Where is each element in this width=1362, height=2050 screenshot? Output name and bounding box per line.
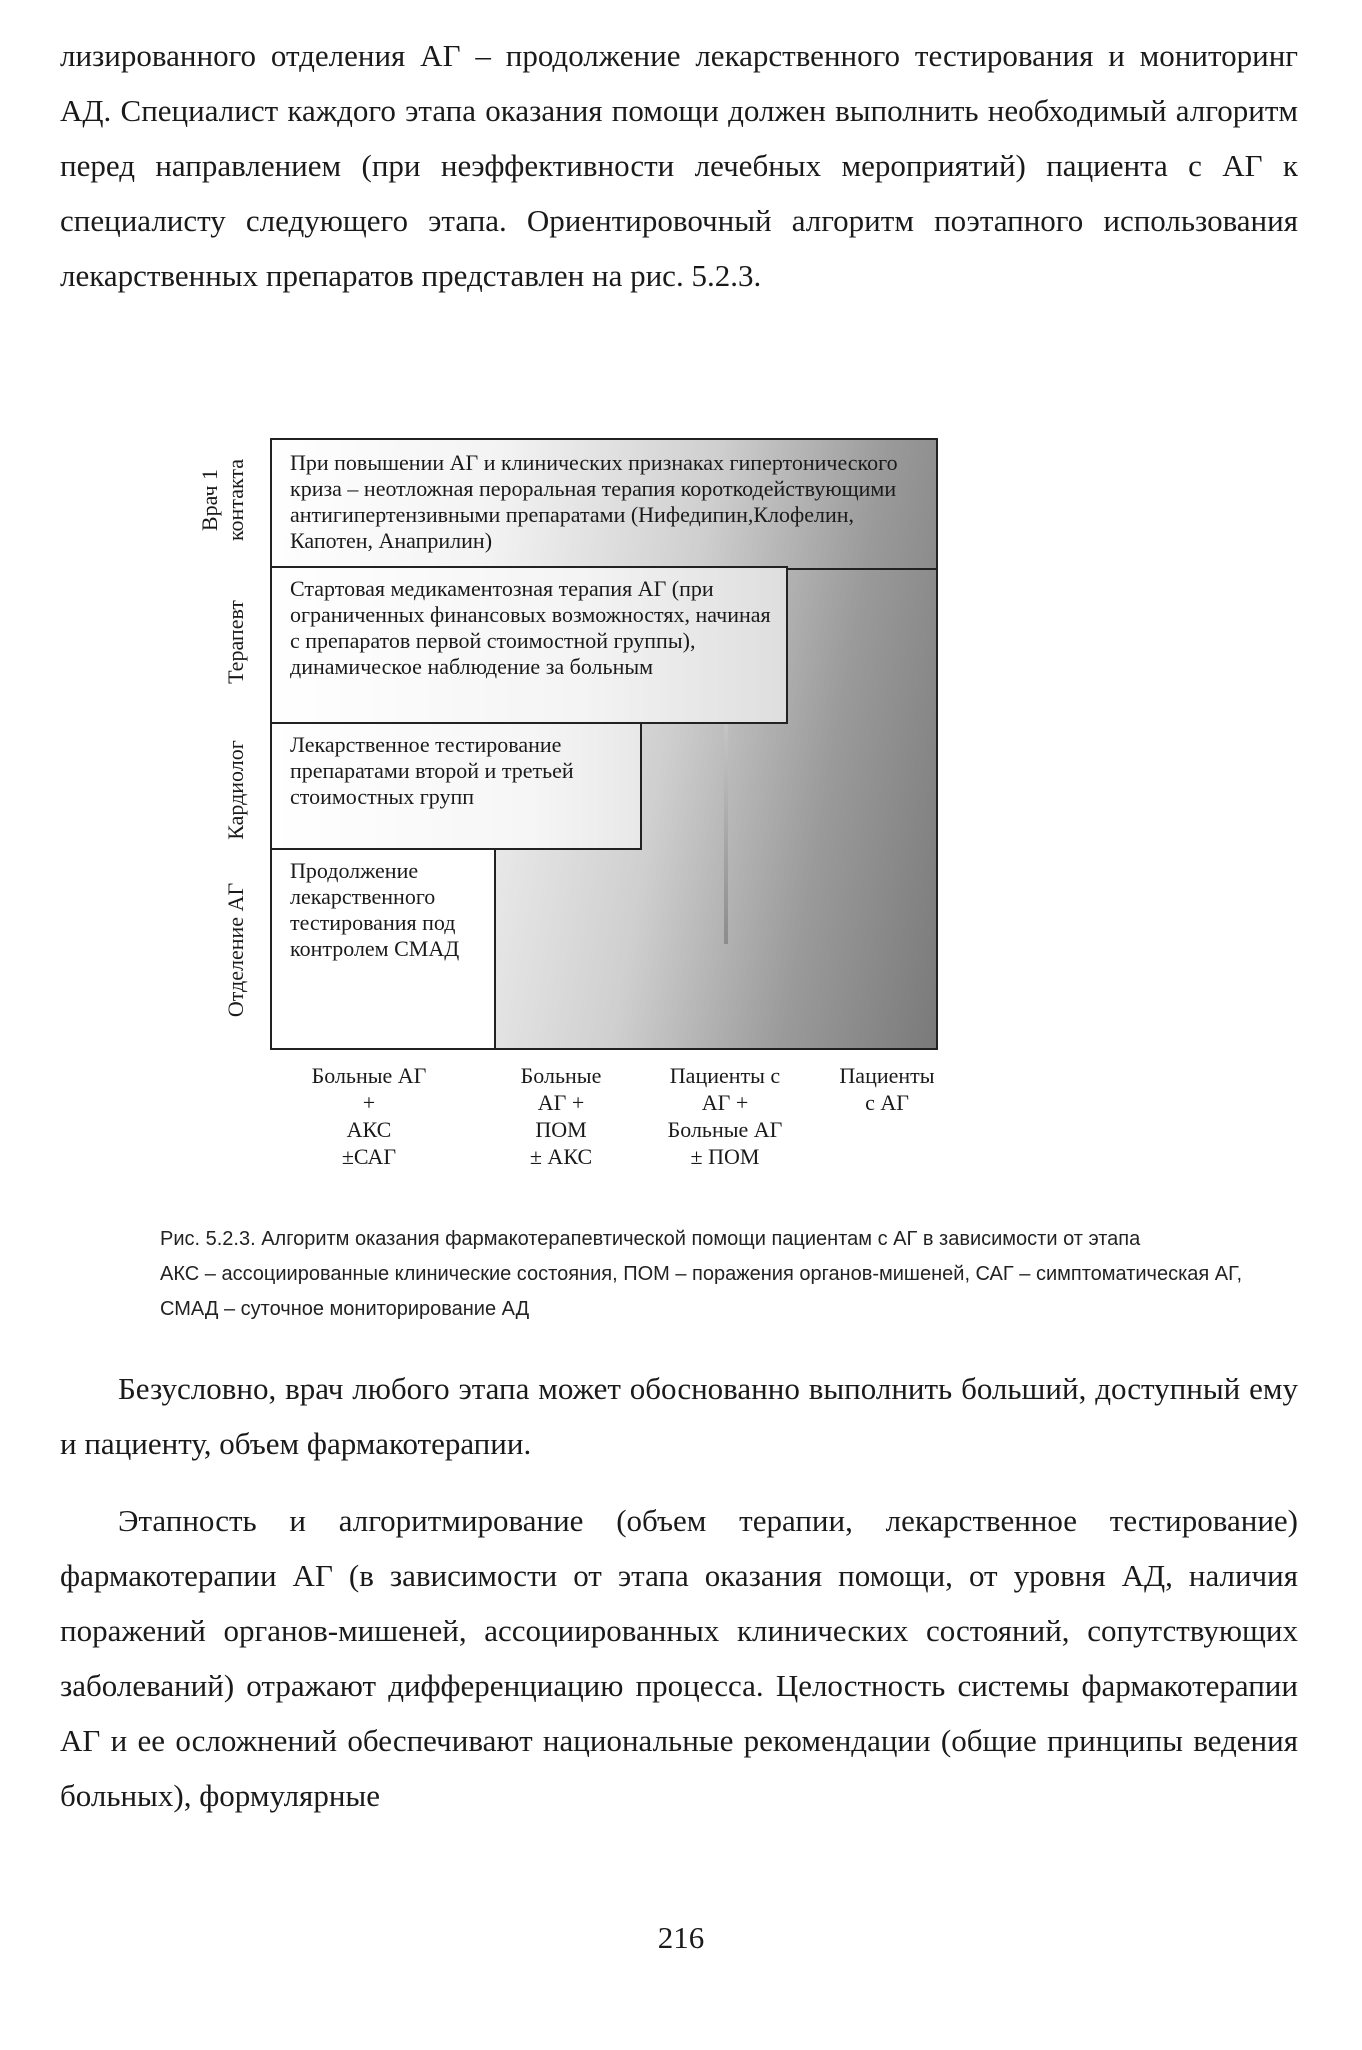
paragraph-intro-text: лизированного отделения АГ – продолжение лекарственного тестирования и мониторинг АД. Специалист каждого этапа оказания помощи должен выполнить необходимый алгоритм перед направлением (при неэффективности лечебных мероприятий) пациента с АГ к специалисту следующего этапа. Ориентировочный алгоритм поэтапного использования лекарственных препаратов представлен на рис. 5.2.3.: [60, 38, 1298, 293]
paragraph-intro: [60, 28, 1298, 303]
stage-label-cardiologist: [223, 740, 249, 840]
box-ag-department: [270, 848, 496, 1050]
category-label: Пациенты с АГ: [839, 1063, 935, 1115]
page-number: 216: [657, 1920, 705, 1955]
stage-label-first-contact-2: [223, 459, 249, 541]
stage-label-therapist: [223, 600, 249, 684]
stage-label-first-contact-line1: Врач 1: [197, 468, 222, 532]
box-cardiologist: [270, 722, 642, 850]
category-label: Больные АГ + ПОМ ± АКС: [520, 1063, 602, 1169]
figure-caption: [160, 1222, 1298, 1327]
stage-label-ag-department: [223, 883, 249, 1017]
box-first-contact-text: При повышении АГ и клинических признаках гипертонического криза – неотложная пероральная терапия короткодействующими антигипертензивными препаратами (Нифедипин,Клофелин, Капотен, Анаприлин): [290, 450, 898, 553]
paragraph-2: [60, 1361, 1298, 1471]
algorithm-figure: [190, 430, 970, 1190]
stage-label-ag-department-text: Отделение АГ: [223, 882, 248, 1018]
stage-label-cardiologist-text: Кардиолог: [223, 740, 248, 840]
stage-label-first-contact-line2: контакта: [223, 458, 248, 542]
paragraph-2-text: Безусловно, врач любого этапа может обоснованно выполнить больший, доступный ему и пациенту, объем фармакотерапии.: [60, 1371, 1298, 1461]
category-label: Больные АГ + АКС ±САГ: [311, 1063, 427, 1169]
category-label: Пациенты с АГ + Больные АГ ± ПОМ: [667, 1063, 783, 1169]
caption-line1: Рис. 5.2.3. Алгоритм оказания фармакотерапевтической помощи пациентам с АГ в зависимости от этапа: [160, 1228, 1141, 1250]
box-first-contact: [270, 438, 938, 570]
paragraph-3-text: Этапность и алгоритмирование (объем терапии, лекарственное тестирование) фармакотерапии АГ (в зависимости от этапа оказания помощи, от уровня АД, наличия поражений органов-мишеней, ассоциированных клинических состояний, сопутствующих заболеваний) отражают дифференциацию процесса. Целостность системы фармакотерапии АГ и ее осложнений обеспечивают национальные рекомендации (общие принципы ведения больных), формулярные: [60, 1503, 1298, 1813]
box-therapist: [270, 566, 788, 724]
box-cardiologist-text: Лекарственное тестирование препаратами второй и третьей стоимостных групп: [290, 732, 574, 809]
box-ag-department-text: Продолжение лекарственного тестирования под контролем СМАД: [290, 858, 460, 961]
caption-line2: АКС – ассоциированные клинические состояния, ПОМ – поражения органов-мишеней, САГ – симптоматическая АГ, СМАД – суточное мониторирование АД: [160, 1263, 1243, 1320]
paragraph-3: [60, 1493, 1298, 1823]
stage-label-therapist-text: Терапевт: [223, 600, 248, 684]
box-therapist-text: Стартовая медикаментозная терапия АГ (при ограниченных финансовых возможностях, начиная с препаратов первой стоимостной группы), динамическое наблюдение за больным: [290, 576, 771, 679]
stage-label-first-contact: [197, 469, 223, 531]
